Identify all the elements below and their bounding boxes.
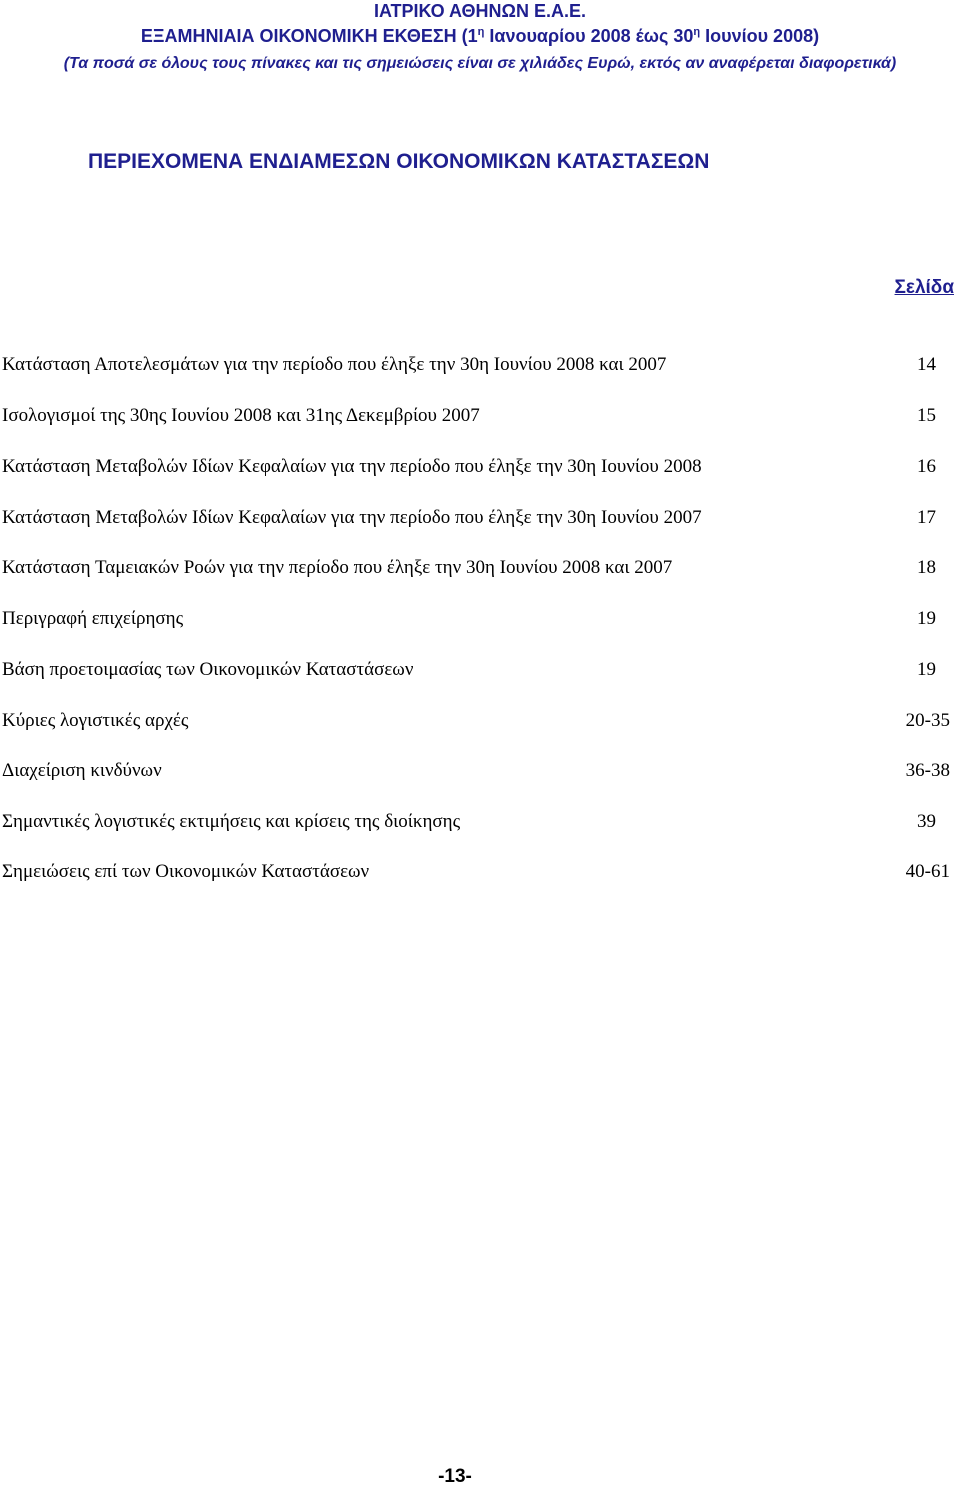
toc-entry xyxy=(2,809,950,835)
report-title-part1: ΕΞΑΜΗΝΙΑΙΑ ΟΙΚΟΝΟΜΙΚΗ ΕΚΘΕΣΗ (1 xyxy=(140,26,478,46)
toc-title: ΠΕΡΙΕΧΟΜΕΝΑ ΕΝΔΙΑΜΕΣΩΝ ΟΙΚΟΝΟΜΙΚΩΝ ΚΑΤΑΣΤΑΣΕΩΝ xyxy=(88,150,710,173)
report-title-part2: Ιανουαρίου 2008 έως 30 xyxy=(484,26,694,46)
toc-entry-title: Κατάσταση Ταμειακών Ροών για την περίοδο που έληξε την 30η Ιουνίου 2008 και 2007 xyxy=(2,557,673,578)
toc-entry-page: 19 xyxy=(917,659,936,680)
toc-entry xyxy=(2,403,950,429)
toc-entry xyxy=(2,758,950,784)
report-title xyxy=(0,24,960,48)
toc-entry-title: Σημαντικές λογιστικές εκτιμήσεις και κρίσεις της διοίκησης xyxy=(2,811,461,832)
toc-entry-page: 15 xyxy=(917,405,936,426)
toc-entry-page: 17 xyxy=(917,507,936,528)
toc-entry xyxy=(2,859,950,885)
report-title-sup1: η xyxy=(477,26,485,38)
toc-entry xyxy=(2,352,950,378)
amounts-note: (Τα ποσά σε όλους τους πίνακες και τις σημειώσεις είναι σε χιλιάδες Ευρώ, εκτός αν αναφέρεται διαφορετικά) xyxy=(63,55,897,72)
toc-entry-page: 19 xyxy=(917,608,936,629)
toc-entry-page: 14 xyxy=(917,354,936,375)
toc-entry-page: 40-61 xyxy=(905,861,950,882)
toc-entry-title: Κύριες λογιστικές αρχές xyxy=(2,710,189,731)
toc-entry xyxy=(2,657,950,683)
report-title-part3: Ιουνίου 2008) xyxy=(700,26,820,46)
toc-entry xyxy=(2,454,950,480)
toc-entry-title: Διαχείριση κινδύνων xyxy=(2,760,162,781)
company-name: ΙΑΤΡΙΚΟ ΑΘΗΝΩΝ Ε.Α.Ε. xyxy=(374,1,586,21)
toc-entry xyxy=(2,555,950,581)
toc-entry-page: 16 xyxy=(917,456,936,477)
page-column-header: Σελίδα xyxy=(894,277,954,298)
toc-entry xyxy=(2,505,950,531)
toc-entry-title: Ισολογισμοί της 30ης Ιουνίου 2008 και 31ης Δεκεμβρίου 2007 xyxy=(2,405,480,426)
toc-entry-title: Κατάσταση Αποτελεσμάτων για την περίοδο που έληξε την 30η Ιουνίου 2008 και 2007 xyxy=(2,354,667,375)
toc-entry-page: 39 xyxy=(917,811,936,832)
toc-entry-page: 36-38 xyxy=(905,760,950,781)
toc-entry xyxy=(2,606,950,632)
toc-entry xyxy=(2,708,950,734)
toc-entry-title: Σημειώσεις επί των Οικονομικών Καταστάσεων xyxy=(2,861,370,882)
toc-entry-title: Κατάσταση Μεταβολών Ιδίων Κεφαλαίων για την περίοδο που έληξε την 30η Ιουνίου 2007 xyxy=(2,507,702,528)
toc-entry-title: Βάση προετοιμασίας των Οικονομικών Καταστάσεων xyxy=(2,659,414,680)
toc-entry-title: Περιγραφή επιχείρησης xyxy=(2,608,184,629)
page-number: -13- xyxy=(438,1466,472,1487)
report-title-sup2: η xyxy=(693,26,701,38)
toc-entry-title: Κατάσταση Μεταβολών Ιδίων Κεφαλαίων για την περίοδο που έληξε την 30η Ιουνίου 2008 xyxy=(2,456,702,477)
toc-entry-page: 18 xyxy=(917,557,936,578)
toc-entry-page: 20-35 xyxy=(905,710,950,731)
